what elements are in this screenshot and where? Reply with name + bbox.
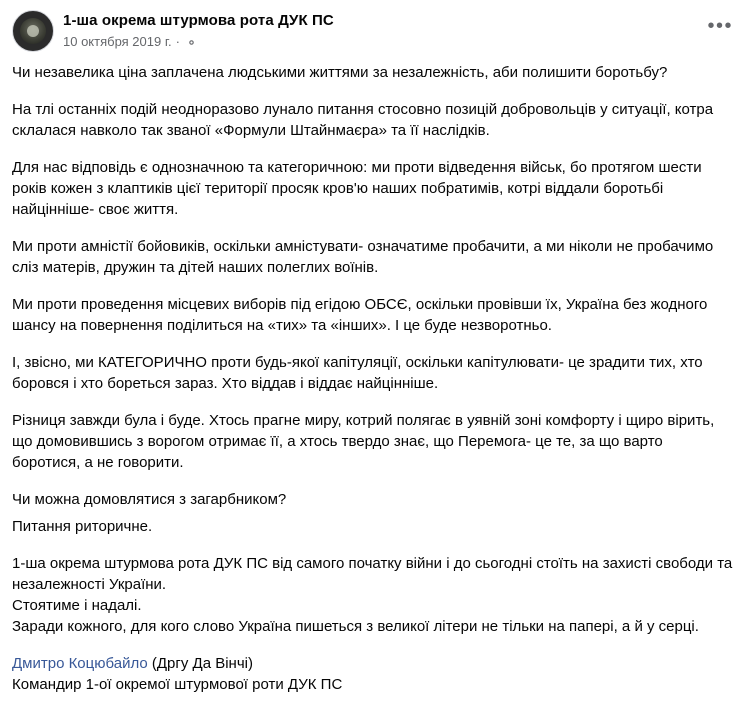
post-paragraph: Чи можна домовлятися з загарбником?	[12, 491, 287, 508]
gear-icon[interactable]	[185, 36, 198, 49]
post-paragraph: 1-ша окрема штурмова рота ДУК ПС від самого початку війни і до сьогодні стоїть на захисті свободи та незалежності України.	[12, 555, 733, 593]
avatar[interactable]	[12, 10, 54, 52]
post-meta	[63, 33, 334, 50]
meta-separator: ·	[175, 34, 180, 49]
post-header	[12, 10, 735, 52]
post-signature-role: Командир 1-ої окремої штурмової роти ДУК ПС	[12, 676, 343, 693]
post-paragraph: Ми проти проведення місцевих виборів під егідою ОБСЄ, оскільки провівши їх, Україна без жодного шансу на повернення поділиться на «тих» та «інших». І це буде незворотньо.	[12, 296, 708, 334]
post-paragraph: Різниця завжди була і буде. Хтось прагне миру, котрий полягає в уявній зоні комфорту і щиро вірить, що домовившись з ворогом отримає її, а хтось твердо знає, що Перемога- це те, за що варто боротися, а не говорити.	[12, 412, 715, 471]
post-date[interactable]: 10 октября 2019 г.	[63, 34, 172, 49]
page-avatar-icon	[20, 18, 46, 44]
profile-link[interactable]: Дмитро Коцюбайло	[12, 655, 148, 672]
more-options-button[interactable]: •••	[707, 15, 733, 37]
post-signature	[12, 653, 735, 674]
post-paragraph: Для нас відповідь є однозначною та категоричною: ми проти відведення військ, бо протягом шести років кожен з клаптиків цієї території просяк кров'ю наших побратимів, котрі віддали боротьбі найцінніше- своє життя.	[12, 159, 702, 218]
signature-suffix: (Дргу Да Вінчі)	[147, 655, 253, 672]
post-paragraph: Заради кожного, для кого слово Україна пишеться з великої літери не тільки на папері, а й у серці.	[12, 618, 699, 635]
post-header-text	[63, 10, 334, 50]
post-paragraph: Питання риторичне.	[12, 518, 153, 535]
post-paragraph: На тлі останніх подій неодноразово лунало питання стосовно позицій добровольців у ситуації, котра склалася навколо так званої «Формули Штайнмаєра» та її наслідків.	[12, 101, 714, 139]
post-paragraph: Чи незавелика ціна заплачена людськими життями за незалежність, аби полишити боротьбу?	[12, 64, 668, 81]
page-title[interactable]: 1-ша окрема штурмова рота ДУК ПС	[63, 12, 334, 29]
post-paragraph: Стоятиме і надалі.	[12, 597, 142, 614]
post-paragraph: І, звісно, ми КАТЕГОРИЧНО проти будь-якої капітуляції, оскільки капітулювати- це зрадити тих, хто боровся і хто бореться зараз. Хто віддав і віддає найцінніше.	[12, 354, 703, 392]
post-paragraph: Ми проти амністії бойовиків, оскільки амністувати- означатиме пробачити, а ми ніколи не пробачимо сліз матерів, дружин та дітей наших полеглих воїнів.	[12, 238, 714, 276]
post-body	[12, 62, 735, 703]
